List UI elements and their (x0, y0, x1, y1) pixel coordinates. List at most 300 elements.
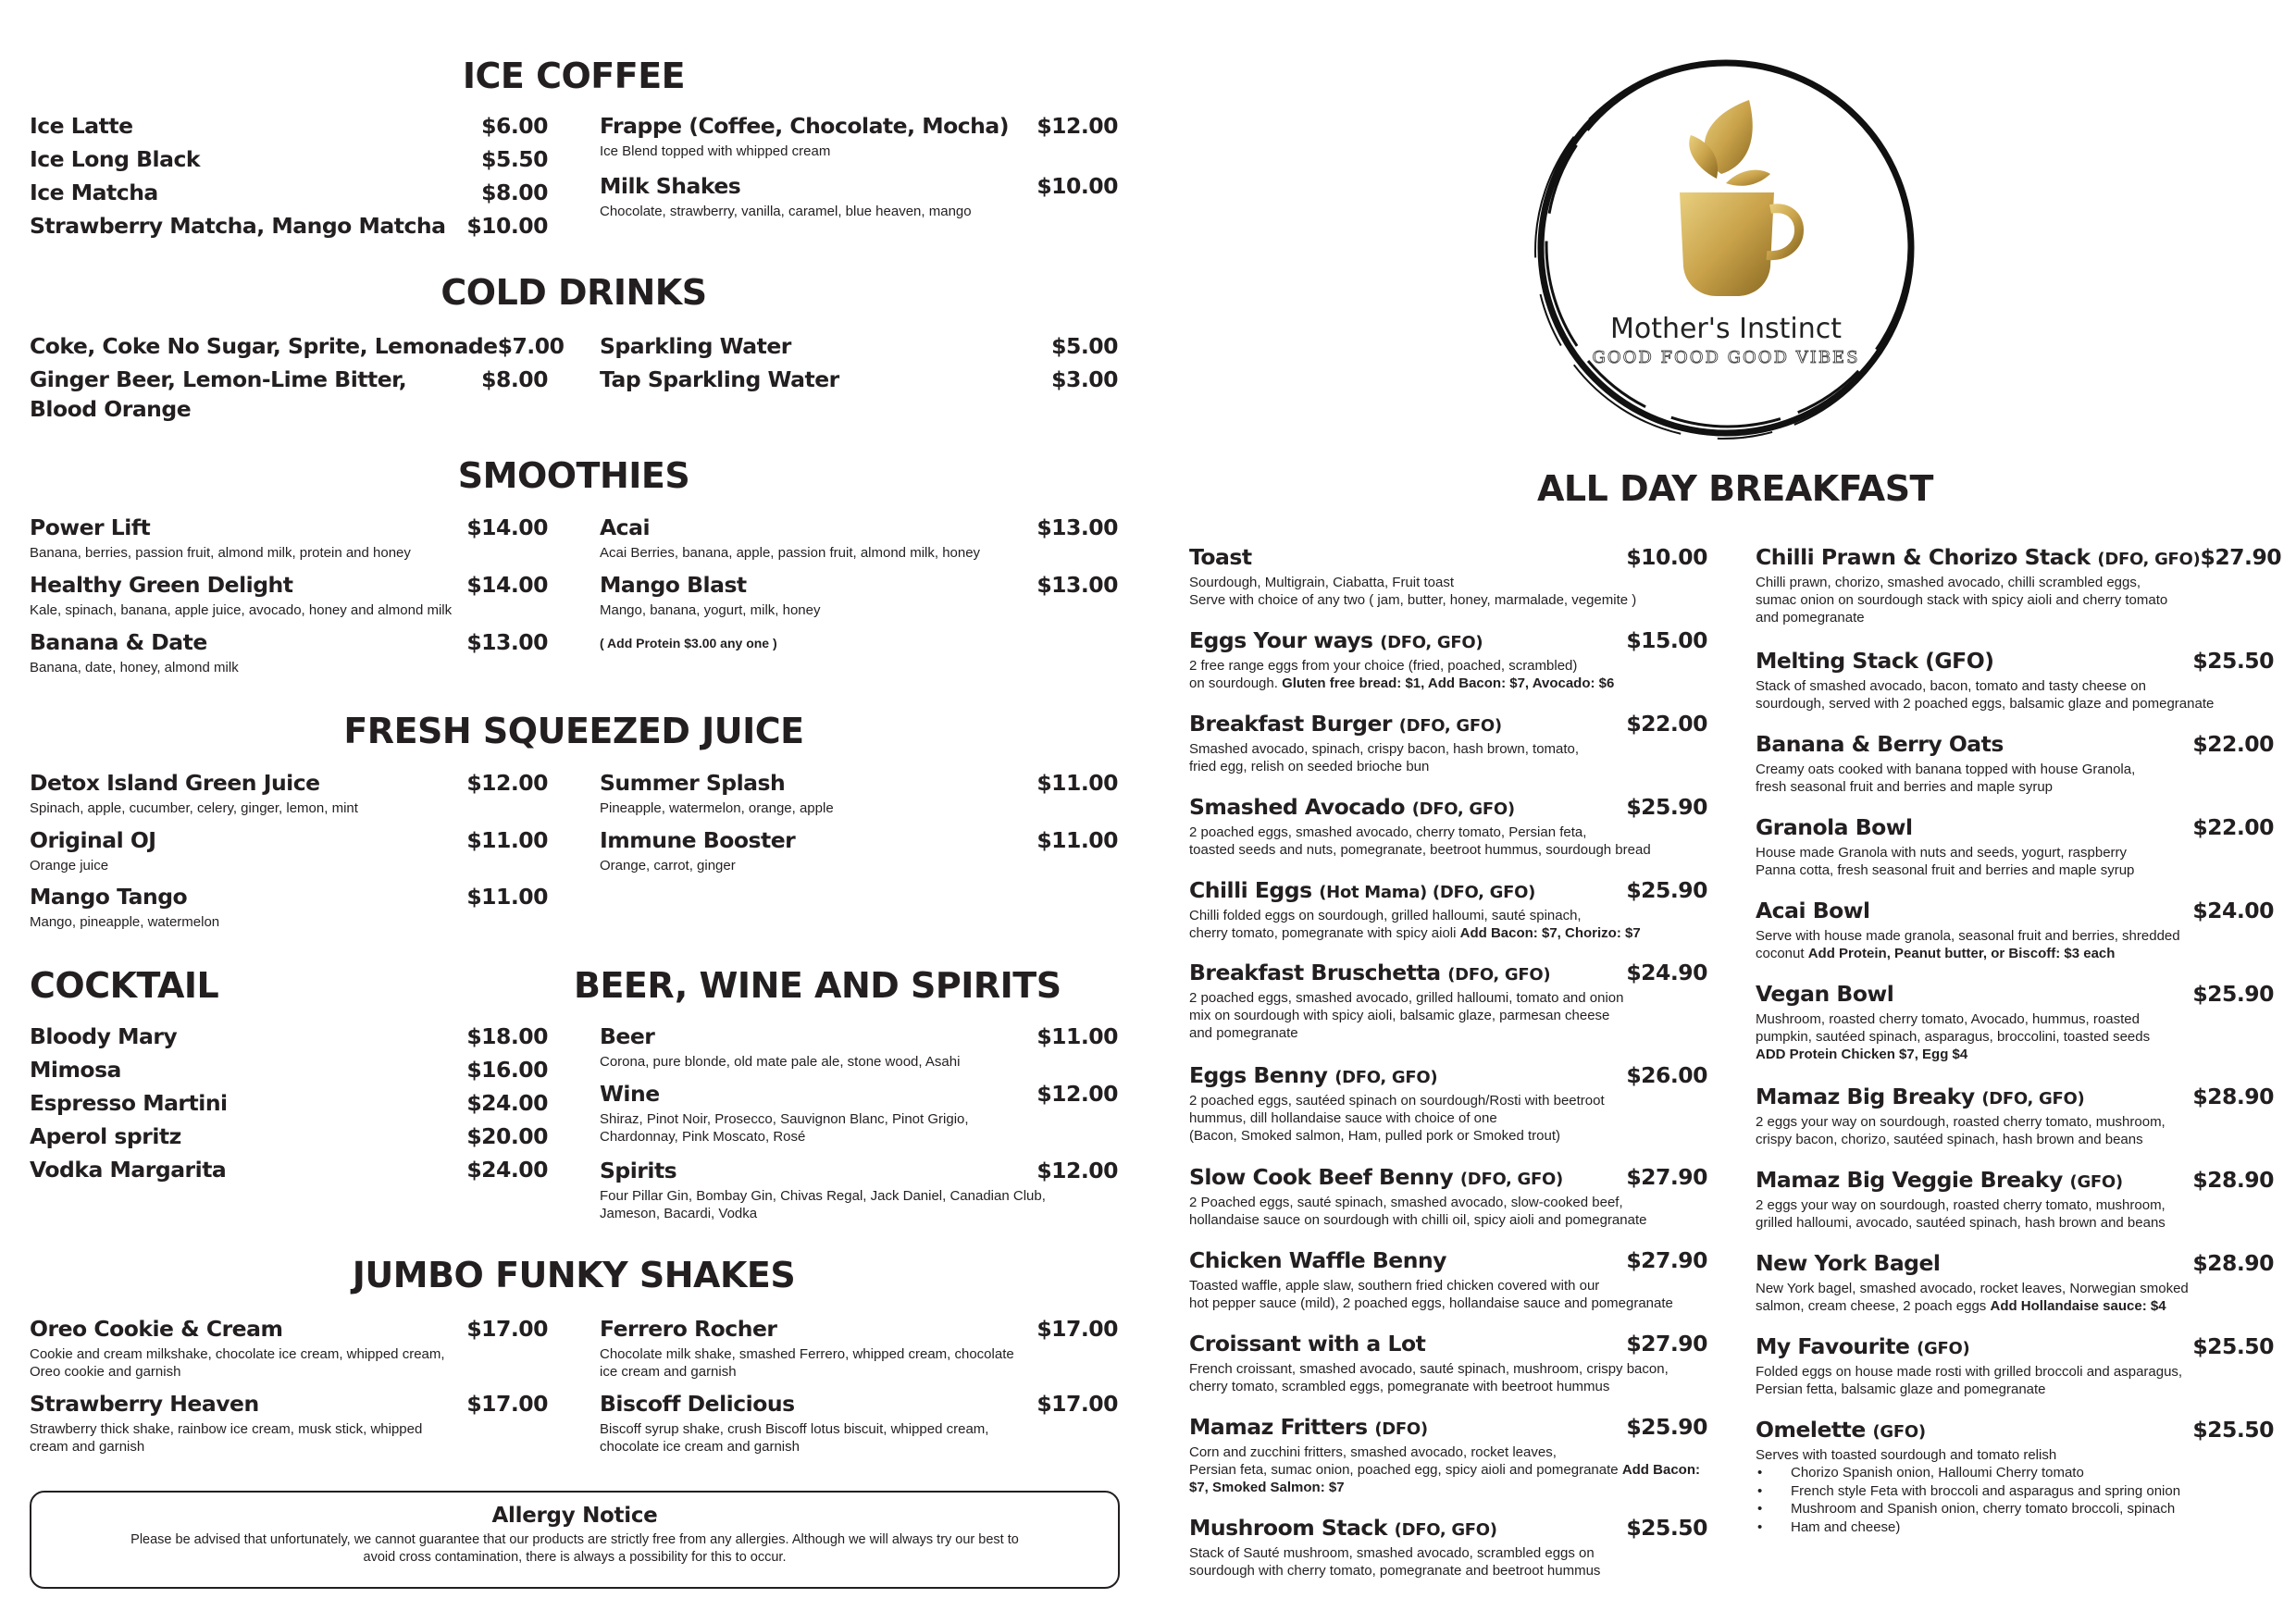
item-name: Original OJ (30, 827, 156, 853)
list-item: • Ham and cheese) (1756, 1518, 2274, 1537)
add-on-note: Gluten free bread: $1, Add Bacon: $7, Avocado: $6 (1282, 675, 1615, 691)
menu-item (30, 1123, 548, 1149)
item-name (1756, 898, 1870, 923)
item-name: Espresso Martini (30, 1090, 228, 1116)
item-description: Orange juice (30, 858, 109, 873)
item-price: $11.00 (466, 827, 548, 853)
item-price: $27.90 (2200, 544, 2282, 570)
description-line: Serve with choice of any two ( jam, butter, honey, marmalade, vegemite ) (1189, 592, 1637, 608)
menu-item (30, 1316, 548, 1381)
item-price: $20.00 (466, 1123, 548, 1149)
item-description: Cookie and cream milkshake, chocolate ice cream, whipped cream, (30, 1346, 445, 1362)
description-line: hummus, dill hollandaise sauce with choice of one (1189, 1110, 1497, 1126)
menu-item (30, 572, 548, 619)
description-line: mix on sourdough with spicy aioli, balsamic glaze, parmesan cheese (1189, 1008, 1610, 1023)
description-line: Panna cotta, fresh seasonal fruit and berries and maple syrup (1756, 862, 2135, 878)
item-name-text: Mushroom Stack (1189, 1515, 1387, 1541)
item-price: $13.00 (1036, 514, 1118, 540)
menu-item (600, 1081, 1118, 1146)
item-price: $8.00 (481, 366, 548, 392)
item-description: Acai Berries, banana, apple, passion fruit, almond milk, honey (600, 545, 981, 561)
description-line: sourdough, served with 2 poached eggs, balsamic glaze and pomegranate (1756, 696, 2215, 712)
item-name: Aperol spritz (30, 1123, 181, 1149)
description-line: cherry tomato, scrambled eggs, pomegranate with beetroot hummus (1189, 1379, 1610, 1394)
item-name: Spirits (600, 1158, 677, 1183)
description-line: hollandaise sauce on sourdough with chilli oil, spicy aioli and pomegranate (1189, 1212, 1647, 1228)
item-name-text: Acai Bowl (1756, 898, 1870, 923)
menu-item (600, 366, 1118, 392)
list-item: • Mushroom and Spanish onion, cherry tomato broccoli, spinach (1756, 1500, 2274, 1518)
item-price: $10.00 (1626, 544, 1707, 570)
description-line: Sourdough, Multigrain, Ciabatta, Fruit toast (1189, 575, 1454, 590)
item-name (1189, 877, 1535, 903)
item-description (1189, 1443, 1707, 1496)
section-title-smoothies: SMOOTHIES (457, 455, 690, 496)
description-line: 2 poached eggs, smashed avocado, grilled halloumi, tomato and onion (1189, 990, 1624, 1006)
item-price: $6.00 (481, 113, 548, 139)
item-description: Strawberry thick shake, rainbow ice cream, musk stick, whipped (30, 1421, 423, 1437)
item-description (1756, 574, 2274, 626)
menu-item (30, 1023, 548, 1049)
item-name-text: Eggs Benny (1189, 1062, 1328, 1088)
item-description (1756, 677, 2274, 712)
add-on-note: ADD Protein Chicken $7, Egg $4 (1756, 1047, 1968, 1062)
item-price: $12.00 (466, 770, 548, 796)
add-on-note: Add Protein, Peanut butter, or Biscoff: $3 each (1807, 946, 2116, 961)
item-description: Four Pillar Gin, Bombay Gin, Chivas Regal, Jack Daniel, Canadian Club, (600, 1188, 1046, 1204)
item-diet-tag: (GFO) (1917, 1339, 1970, 1358)
item-price: $25.50 (1626, 1515, 1707, 1541)
menu-item (1189, 1414, 1707, 1496)
description-line: Corn and zucchini fritters, smashed avocado, rocket leaves, (1189, 1444, 1557, 1460)
item-name-text: Mamaz Big Breaky (1756, 1084, 1975, 1109)
item-name-text: My Favourite (1756, 1333, 1910, 1359)
item-diet-tag: (DFO, GFO) (2097, 550, 2201, 569)
item-description: Pineapple, watermelon, orange, apple (600, 800, 834, 816)
item-description (1756, 1363, 2274, 1398)
item-price: $8.00 (481, 180, 548, 205)
add-on-note: Add Bacon: $7, Chorizo: $7 (1459, 925, 1641, 941)
menu-item (30, 113, 548, 139)
item-price: $17.00 (466, 1391, 548, 1417)
section-title-shakes: JUMBO FUNKY SHAKES (352, 1255, 796, 1295)
item-description (1189, 1544, 1707, 1580)
item-name: Bloody Mary (30, 1023, 178, 1049)
item-price: $25.50 (2192, 1333, 2274, 1359)
item-name (1756, 544, 2200, 570)
description-line: Toasted waffle, apple slaw, southern fried chicken covered with our (1189, 1278, 1600, 1294)
item-description (1756, 927, 2274, 962)
item-name (1756, 1250, 1941, 1276)
item-price: $25.90 (1626, 1414, 1707, 1440)
item-price: $11.00 (1036, 770, 1118, 796)
item-price: $11.00 (466, 884, 548, 910)
menu-item (1756, 1167, 2274, 1232)
item-description: Chocolate, strawberry, vanilla, caramel, blue heaven, mango (600, 204, 972, 219)
item-diet-tag: (DFO, GFO) (1334, 1068, 1438, 1087)
item-diet-tag: (GFO) (2069, 1172, 2123, 1192)
description-line: House made Granola with nuts and seeds, yogurt, raspberry (1756, 845, 2128, 861)
description-line: Serve with house made granola, seasonal fruit and berries, shredded (1756, 928, 2180, 944)
item-price: $12.00 (1036, 113, 1118, 139)
item-name: Ice Long Black (30, 146, 201, 172)
item-price: $5.00 (1051, 333, 1118, 359)
menu-item (600, 572, 1118, 619)
item-description-continued: Jameson, Bacardi, Vodka (600, 1206, 758, 1221)
item-name-text: Mamaz Fritters (1189, 1414, 1368, 1440)
item-name (1189, 627, 1483, 653)
menu-item (1189, 1515, 1707, 1580)
omelette-options (1756, 1464, 2274, 1536)
item-name-text: Omelette (1756, 1417, 1866, 1443)
item-diet-tag: (DFO, GFO) (1981, 1089, 2085, 1109)
description-line: Persian fetta, balsamic glaze and pomegranate (1756, 1381, 2046, 1397)
item-name (1189, 960, 1550, 985)
item-name: Vodka Margarita (30, 1157, 227, 1183)
description-line: 2 poached eggs, sautéed spinach on sourdough/Rosti with beetroot (1189, 1093, 1605, 1109)
item-name: Acai (600, 514, 651, 540)
description-line: on sourdough. (1189, 675, 1278, 691)
menu-item (1189, 627, 1707, 692)
coffee-cup-icon (1680, 192, 1774, 296)
item-description (1189, 657, 1707, 692)
description-line: French croissant, smashed avocado, sauté spinach, mushroom, crispy bacon, (1189, 1361, 1669, 1377)
item-price: $25.90 (1626, 794, 1707, 820)
menu-item (1189, 960, 1707, 1042)
item-name: Ginger Beer, Lemon-Lime Bitter, (30, 366, 407, 392)
add-on-note: Add Bacon: $7, Smoked Salmon: $7 (1189, 1462, 1700, 1495)
item-description (1756, 1196, 2274, 1232)
section-title-cold-drinks: COLD DRINKS (441, 272, 707, 313)
item-description: Ice Blend topped with whipped cream (600, 143, 831, 159)
item-price: $27.90 (1626, 1247, 1707, 1273)
item-name: Wine (600, 1081, 660, 1107)
item-price: $10.00 (466, 213, 548, 239)
item-price: $28.90 (2192, 1250, 2274, 1276)
description-line: 2 free range eggs from your choice (fried, poached, scrambled) (1189, 658, 1578, 674)
item-price: $13.00 (1036, 572, 1118, 598)
item-description: Shiraz, Pinot Noir, Prosecco, Sauvignon Blanc, Pinot Grigio, (600, 1111, 969, 1127)
item-name (1756, 981, 1893, 1007)
item-price: $25.50 (2192, 648, 2274, 674)
item-name (1756, 1333, 1969, 1359)
item-description: Corona, pure blonde, old mate pale ale, stone wood, Asahi (600, 1054, 961, 1070)
item-diet-tag: (DFO, GFO) (1394, 1520, 1497, 1540)
item-price: $18.00 (466, 1023, 548, 1049)
item-name: Sparkling Water (600, 333, 791, 359)
allergy-line-1: Please be advised that unfortunately, we cannot guarantee that our products are strictly free from any allergies. Although we will always try our best to (130, 1532, 1019, 1547)
item-name: Coke, Coke No Sugar, Sprite, Lemonade (30, 333, 498, 359)
item-name (1189, 1247, 1446, 1273)
item-name (1189, 711, 1502, 737)
item-diet-tag: (DFO, GFO) (1411, 799, 1515, 819)
item-name (1189, 1062, 1437, 1088)
item-name: Strawberry Heaven (30, 1391, 259, 1417)
item-price: $14.00 (466, 572, 548, 598)
item-description-continued: chocolate ice cream and garnish (600, 1439, 800, 1455)
brand-tagline: GOOD FOOD GOOD VIBES (1592, 348, 1860, 367)
menu-item (30, 180, 548, 205)
item-price: $24.00 (466, 1090, 548, 1116)
menu-item (30, 213, 548, 239)
item-description: Banana, berries, passion fruit, almond milk, protein and honey (30, 545, 411, 561)
menu-item (1756, 981, 2274, 1063)
item-diet-tag: (DFO, GFO) (1459, 1170, 1563, 1189)
section-title-ice-coffee: ICE COFFEE (462, 56, 686, 96)
menu-item (600, 514, 1118, 562)
description-line: and pomegranate (1189, 1025, 1298, 1041)
item-description: Mango, banana, yogurt, milk, honey (600, 602, 821, 618)
item-price: $28.90 (2192, 1167, 2274, 1193)
item-price: $22.00 (1626, 711, 1707, 737)
section-title-beer-wine-spirits: BEER, WINE AND SPIRITS (574, 965, 1061, 1006)
description-line: and pomegranate (1756, 610, 1865, 626)
description-line: Creamy oats cooked with banana topped with house Granola, (1756, 762, 2136, 777)
description-line: pumpkin, sautéed spinach, asparagus, broccolini, toasted seeds (1756, 1029, 2151, 1045)
item-price: $25.90 (2192, 981, 2274, 1007)
item-diet-tag: (DFO) (1374, 1419, 1428, 1439)
menu-item (1189, 1164, 1707, 1229)
item-description: Kale, spinach, banana, apple juice, avocado, honey and almond milk (30, 602, 453, 618)
item-description-continued: ice cream and garnish (600, 1364, 737, 1380)
item-price: $3.00 (1051, 366, 1118, 392)
item-name: Oreo Cookie & Cream (30, 1316, 283, 1342)
section-title-breakfast: ALL DAY BREAKFAST (1537, 468, 1933, 509)
item-name (1756, 814, 1913, 840)
item-name (1189, 1331, 1425, 1357)
item-price: $22.00 (2192, 731, 2274, 757)
item-description (1189, 907, 1707, 942)
item-name-text: Melting Stack (GFO) (1756, 648, 1994, 674)
item-name-text: Mamaz Big Veggie Breaky (1756, 1167, 2063, 1193)
item-name: Milk Shakes (600, 173, 741, 199)
description-line: Mushroom, roasted cherry tomato, Avocado, hummus, roasted (1756, 1011, 2140, 1027)
menu-item (600, 1391, 1118, 1456)
description-line: sumac onion on sourdough stack with spicy aioli and cherry tomato (1756, 592, 2168, 608)
description-line: cherry tomato, pomegranate with spicy aioli (1189, 925, 1457, 941)
logo-graphic (1532, 54, 1920, 442)
menu-item (30, 514, 548, 562)
item-description (1756, 1113, 2274, 1148)
item-description: Chocolate milk shake, smashed Ferrero, whipped cream, chocolate (600, 1346, 1014, 1362)
description-line: crispy bacon, chorizo, sautéed spinach, hash brown and beans (1756, 1132, 2143, 1147)
item-diet-tag: (DFO, GFO) (1380, 633, 1483, 652)
menu-item (30, 770, 548, 817)
item-name: Healthy Green Delight (30, 572, 293, 598)
item-description (1756, 844, 2274, 879)
item-name: Biscoff Delicious (600, 1391, 795, 1417)
item-diet-tag: (GFO) (1872, 1422, 1926, 1442)
item-price: $25.50 (2192, 1417, 2274, 1443)
item-name-text: Eggs Your ways (1189, 627, 1373, 653)
description-line: (Bacon, Smoked salmon, Ham, pulled pork or Smoked trout) (1189, 1128, 1561, 1144)
item-name: Detox Island Green Juice (30, 770, 320, 796)
menu-item (1756, 544, 2282, 626)
item-price: $15.00 (1626, 627, 1707, 653)
item-price: $24.00 (2192, 898, 2274, 923)
list-item: • Chorizo Spanish onion, Halloumi Cherry tomato (1756, 1464, 2274, 1482)
menu-item (1756, 1250, 2274, 1315)
item-price: $5.50 (481, 146, 548, 172)
item-description-continued: Oreo cookie and garnish (30, 1364, 181, 1380)
item-name (1756, 648, 1993, 674)
menu-item (600, 1023, 1118, 1071)
protein-note: ( Add Protein $3.00 any one ) (600, 636, 777, 650)
item-price: $24.00 (466, 1157, 548, 1183)
menu-item (1756, 731, 2274, 796)
item-name-text: Croissant with a Lot (1189, 1331, 1426, 1357)
item-description (1756, 1010, 2274, 1063)
item-name-text: Granola Bowl (1756, 814, 1913, 840)
item-name: Summer Splash (600, 770, 786, 796)
description-line: toasted seeds and nuts, pomegranate, beetroot hummus, sourdough bread (1189, 842, 1651, 858)
menu-item (1756, 648, 2274, 712)
item-description (1756, 1280, 2274, 1315)
description-line: fried egg, relish on seeded brioche bun (1189, 759, 1430, 774)
description-line: 2 Poached eggs, sauté spinach, smashed avocado, slow-cooked beef, (1189, 1195, 1623, 1210)
item-diet-tag: (DFO, GFO) (1447, 965, 1551, 985)
menu-item (1756, 1333, 2274, 1398)
item-price: $14.00 (466, 514, 548, 540)
menu-item (30, 146, 548, 172)
item-description (1189, 740, 1707, 775)
menu-item (1756, 814, 2274, 879)
menu-item (600, 333, 1118, 359)
item-name-text: Breakfast Bruschetta (1189, 960, 1441, 985)
item-name-text: Slow Cook Beef Benny (1189, 1164, 1454, 1190)
allergy-notice-text (78, 1531, 1072, 1567)
item-description (1189, 1194, 1707, 1229)
menu-item (1189, 1331, 1707, 1395)
item-description (1189, 1360, 1707, 1395)
item-price: $25.90 (1626, 877, 1707, 903)
item-name: Mimosa (30, 1057, 121, 1083)
section-title-cocktail: COCKTAIL (30, 965, 219, 1006)
item-name: Strawberry Matcha, Mango Matcha (30, 213, 446, 239)
item-price: $16.00 (466, 1057, 548, 1083)
menu-item (1189, 544, 1707, 609)
description-line: 2 eggs your way on sourdough, roasted cherry tomato, mushroom, (1756, 1114, 2166, 1130)
item-price: $12.00 (1036, 1081, 1118, 1107)
item-name: Frappe (Coffee, Chocolate, Mocha) (600, 113, 1010, 139)
allergy-line-2: avoid cross contamination, there is always a possibility for this to occur. (363, 1550, 787, 1565)
menu-item (1189, 711, 1707, 775)
item-description (1189, 989, 1707, 1042)
item-name (1756, 731, 2004, 757)
menu-item (1189, 1247, 1707, 1312)
menu-item (30, 884, 548, 931)
item-price: $7.00 (497, 333, 565, 359)
description-line: fresh seasonal fruit and berries and maple syrup (1756, 779, 2054, 795)
item-name (1189, 1164, 1563, 1190)
item-name: Ice Latte (30, 113, 133, 139)
item-description: Spinach, apple, cucumber, celery, ginger, lemon, mint (30, 800, 358, 816)
item-name: Ferrero Rocher (600, 1316, 777, 1342)
item-price: $10.00 (1036, 173, 1118, 199)
item-name: Ice Matcha (30, 180, 158, 205)
item-price: $24.90 (1626, 960, 1707, 985)
item-name-text: Chilli Prawn & Chorizo Stack (1756, 544, 2091, 570)
item-price: $13.00 (466, 629, 548, 655)
item-name-text: Smashed Avocado (1189, 794, 1405, 820)
description-line: salmon, cream cheese, 2 poach eggs (1756, 1298, 1987, 1314)
item-price: $17.00 (466, 1316, 548, 1342)
description-line: Persian feta, sumac onion, poached egg, spicy aioli and pomegranate (1189, 1462, 1619, 1478)
item-name (1189, 794, 1515, 820)
item-name: Power Lift (30, 514, 151, 540)
menu-item (30, 1057, 548, 1083)
description-line: Stack of Sauté mushroom, smashed avocado, scrambled eggs on (1189, 1545, 1595, 1561)
item-name (1189, 1414, 1428, 1440)
item-price: $17.00 (1036, 1316, 1118, 1342)
item-description-continued: Chardonnay, Pink Moscato, Rosé (600, 1129, 806, 1145)
item-name-continued: Blood Orange (30, 396, 192, 422)
description-line: Chilli prawn, chorizo, smashed avocado, chilli scrambled eggs, (1756, 575, 2141, 590)
description-line: New York bagel, smashed avocado, rocket leaves, Norwegian smoked (1756, 1281, 2189, 1296)
item-description: Biscoff syrup shake, crush Biscoff lotus biscuit, whipped cream, (600, 1421, 989, 1437)
menu-item (1189, 877, 1707, 942)
add-on-note: Add Hollandaise sauce: $4 (1990, 1298, 2166, 1314)
item-price: $27.90 (1626, 1164, 1707, 1190)
menu-item (30, 1157, 548, 1183)
item-name-text: Toast (1189, 544, 1252, 570)
menu-item (30, 366, 548, 422)
allergy-notice-box (30, 1491, 1120, 1589)
item-diet-tag: (DFO, GFO) (1398, 716, 1502, 736)
description-line: sourdough with cherry tomato, pomegranate and beetroot hummus (1189, 1563, 1601, 1579)
item-name: Beer (600, 1023, 655, 1049)
menu-item (30, 1090, 548, 1116)
item-name (1189, 544, 1252, 570)
menu-item (600, 1158, 1118, 1222)
item-name: Mango Blast (600, 572, 747, 598)
item-name-text: Chilli Eggs (1189, 877, 1312, 903)
item-name-text: New York Bagel (1756, 1250, 1941, 1276)
menu-item (600, 827, 1118, 874)
menu-item (1189, 794, 1707, 859)
item-name-text: Breakfast Burger (1189, 711, 1392, 737)
description-line: hot pepper sauce (mild), 2 poached eggs, hollandaise sauce and pomegranate (1189, 1295, 1673, 1311)
brand-name: Mother's Instinct (1609, 313, 1843, 345)
item-price: $11.00 (1036, 1023, 1118, 1049)
menu-item (600, 113, 1118, 160)
description-line: Serves with toasted sourdough and tomato relish (1756, 1447, 2057, 1463)
item-name: Immune Booster (600, 827, 796, 853)
item-price: $12.00 (1036, 1158, 1118, 1183)
description-line: Folded eggs on house made rosti with grilled broccoli and asparagus, (1756, 1364, 2183, 1380)
description-line: 2 poached eggs, smashed avocado, cherry tomato, Persian feta, (1189, 824, 1587, 840)
menu-item (30, 333, 565, 359)
menu-item (1756, 898, 2274, 962)
menu-item (600, 1316, 1118, 1381)
item-price: $26.00 (1626, 1062, 1707, 1088)
item-name: Mango Tango (30, 884, 188, 910)
menu-item (600, 770, 1118, 817)
allergy-notice-title: Allergy Notice (491, 1504, 658, 1528)
item-price: $22.00 (2192, 814, 2274, 840)
description-line: 2 eggs your way on sourdough, roasted cherry tomato, mushroom, (1756, 1197, 2166, 1213)
menu-item (600, 173, 1118, 220)
description-line: grilled halloumi, avocado, sautéed spinach, hash brown and beans (1756, 1215, 2166, 1231)
item-description-continued: cream and garnish (30, 1439, 145, 1455)
description-line: Stack of smashed avocado, bacon, tomato and tasty cheese on (1756, 678, 2146, 694)
description-line: coconut (1756, 946, 1805, 961)
item-description: Orange, carrot, ginger (600, 858, 736, 873)
item-description (1189, 824, 1707, 859)
item-name: Tap Sparkling Water (600, 366, 839, 392)
item-description (1756, 761, 2274, 796)
description-line: Chilli folded eggs on sourdough, grilled halloumi, sauté spinach, (1189, 908, 1582, 923)
